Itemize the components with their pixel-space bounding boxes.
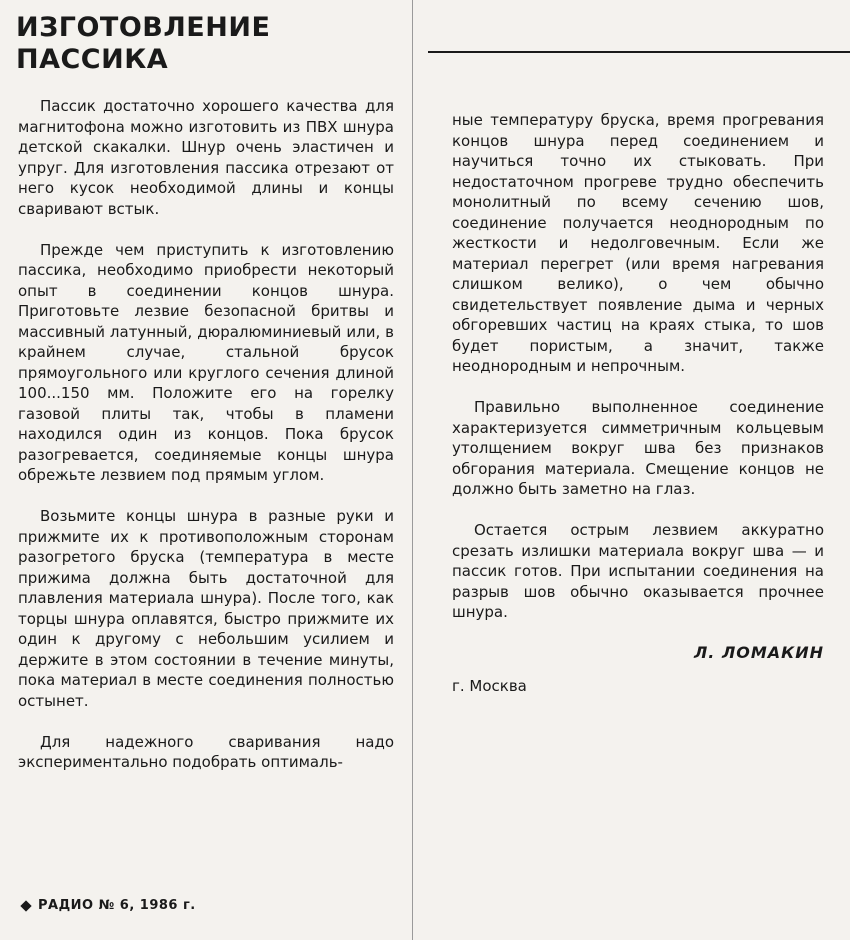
title-line-2: ПАССИКА: [16, 44, 169, 75]
footer-text: РАДИО № 6, 1986 г.: [38, 898, 196, 913]
column-divider: [412, 0, 413, 940]
paragraph-5: ные температуру бруска, время прогревания концов шнура перед соединением и научиться точно их стыковать. При недостаточном прогреве трудно обеспечить монолитный по всему сечению шов, соединение получается неоднородным по жесткости и недолговечным. Если же материал перегрет (или время нагревания слишком велико), о чем обычно свидетельствует появление дыма и черных обгоревших частиц на краях стыка, то шов будет пористым, а значит, также неоднородным и непрочным.: [452, 111, 824, 375]
diamond-icon: [20, 900, 31, 911]
paragraph-4: Для надежного сваривания надо экспериментально подобрать оптималь-: [18, 732, 394, 771]
paragraph-6: Правильно выполненное соединение характеризуется симметричным кольцевым утолщением вокруг шва без признаков обгорания материала. Смещение концов не должно быть заметно на глаз.: [452, 398, 824, 498]
title-line-1: ИЗГОТОВЛЕНИЕ: [16, 12, 271, 43]
page-footer: [22, 898, 196, 913]
article-title: [16, 12, 270, 76]
author-city: г. Москва: [452, 676, 527, 695]
author-signature: Л. ЛОМАКИН: [694, 643, 824, 662]
paragraph-7: Остается острым лезвием аккуратно срезать излишки материала вокруг шва — и пассик готов. При испытании соединения на разрыв шов обычно оказывается прочнее шнура.: [452, 521, 824, 621]
paragraph-1: Пассик достаточно хорошего качества для магнитофона можно изготовить из ПВХ шнура детской скакалки. Шнур очень эластичен и упруг. Для изготовления пассика отрезают от него кусок необходимой длины и концы сваривают встык.: [18, 97, 394, 218]
right-column: [452, 110, 824, 696]
paragraph-3: Возьмите концы шнура в разные руки и прижмите их к противоположным сторонам разогретого бруска (температура в месте прижима должна быть достаточной для плавления материала шнура). После того, как торцы шнура оплавятся, быстро прижмите их один к другому с небольшим усилием и держите в этом состоянии в течение минуты, пока материал в месте соединения полностью остынет.: [18, 507, 394, 710]
paragraph-2: Прежде чем приступить к изготовлению пассика, необходимо приобрести некоторый опыт в соединении концов шнура. Приготовьте лезвие безопасной бритвы и массивный латунный, дюралюминиевый или, в крайнем случае, стальной брусок прямоугольного или круглого сечения длиной 100...150 мм. Положите его на горелку газовой плиты так, чтобы в пламени находился один из концов. Пока брусок разогревается, соединяемые концы шнура обрежьте лезвием под прямым углом.: [18, 240, 394, 484]
header-rule: [428, 51, 850, 53]
left-column: [18, 96, 394, 793]
